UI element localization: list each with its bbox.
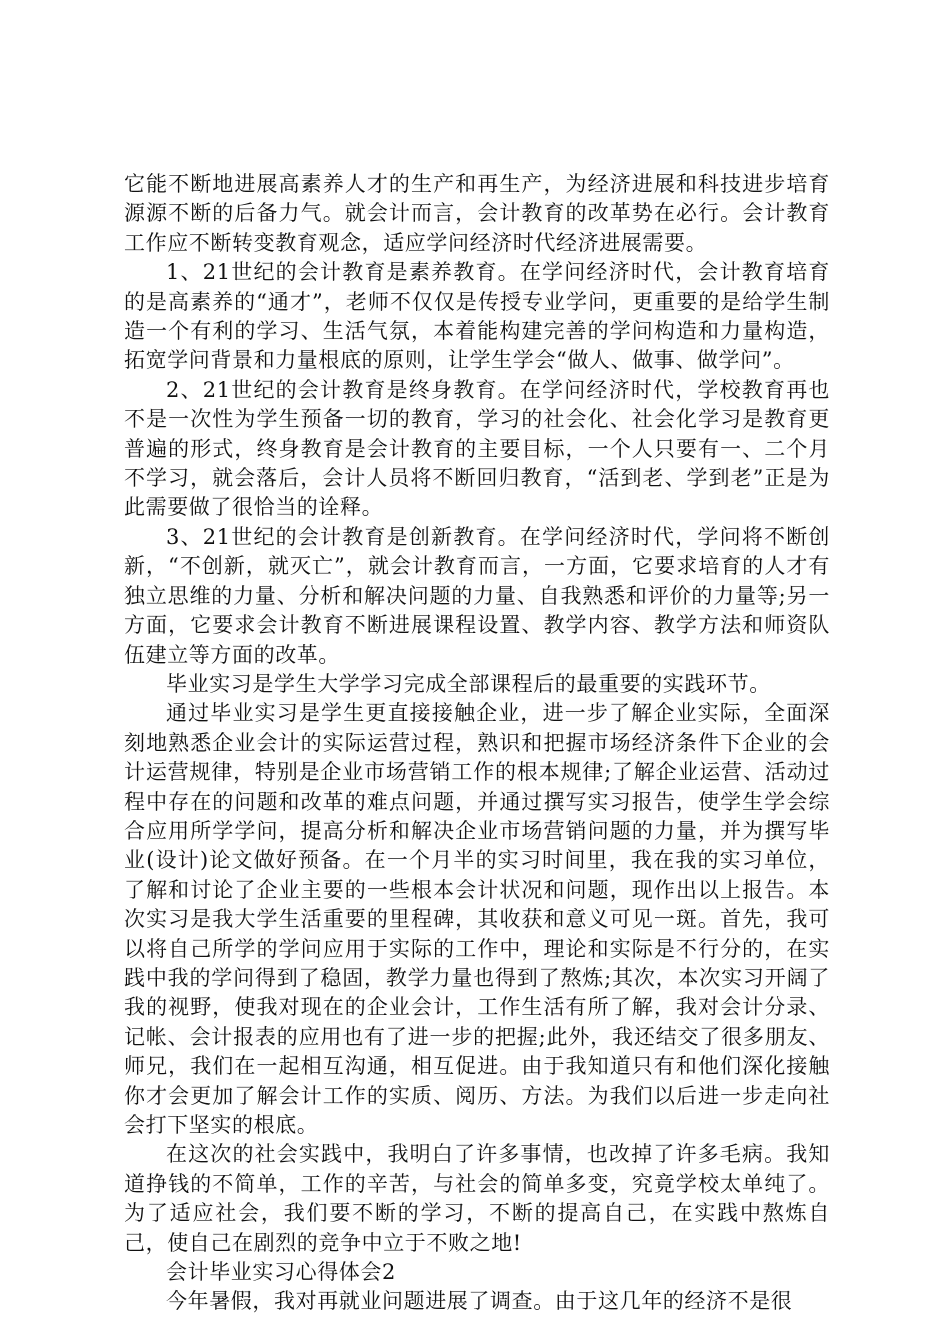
paragraph: 今年暑假，我对再就业问题进展了调查。由于这几年的经济不是很 bbox=[166, 1289, 793, 1314]
paragraph: 2、21世纪的会计教育是终身教育。在学问经济时代，学校教育再也不是一次性为学生预备一切的教育，学习的社会化、社会化学习是教育更普遍的形式，终身教育是会计教育的主要目标，一个人只要有一、二个月不学习，就会落后，会计人员将不断回归教育，“活到老、学到老”正是为此需要做了很恰当的诠释。 bbox=[124, 377, 830, 520]
paragraph: 通过毕业实习是学生更直接接触企业，进一步了解企业实际，全面深刻地熟悉企业会计的实际运营过程，熟识和把握市场经济条件下企业的会计运营规律，特别是企业市场营销工作的根本规律;了解企业运营、活动过程中存在的问题和改革的难点问题，并通过撰写实习报告，使学生学会综合应用所学学问，提高分析和解决企业市场营销问题的力量，并为撰写毕业(设计)论文做好预备。在一个月半的实习时间里，我在我的实习单位，了解和讨论了企业主要的一些根本会计状况和问题，现作出以上报告。本次实习是我大学生活重要的里程碑，其收获和意义可见一斑。首先，我可以将自己所学的学问应用于实际的工作中，理论和实际是不行分的，在实践中我的学问得到了稳固，教学力量也得到了熬炼;其次，本次实习开阔了我的视野，使我对现在的企业会计，工作生活有所了解，我对会计分录、记帐、会计报表的应用也有了进一步的把握;此外，我还结交了很多朋友、师兄，我们在一起相互沟通，相互促进。由于我知道只有和他们深化接触你才会更加了解会计工作的实质、阅历、方法。为我们以后进一步走向社会打下坚实的根底。 bbox=[124, 701, 830, 1137]
paragraph: 毕业实习是学生大学学习完成全部课程后的最重要的实践环节。 bbox=[166, 671, 771, 696]
paragraph: 在这次的社会实践中，我明白了许多事情，也改掉了许多毛病。我知道挣钱的不简单，工作的辛苦，与社会的简单多变，究竟学校太单纯了。为了适应社会，我们要不断的学习，不断的提高自己，在实践中熬炼自己，使自己在剧烈的竞争中立于不败之地! bbox=[124, 1142, 830, 1255]
paragraph: 3、21世纪的会计教育是创新教育。在学问经济时代，学问将不断创新，“不创新，就灭亡”，就会计教育而言，一方面，它要求培育的人才有独立思维的力量、分析和解决问题的力量、自我熟悉和评价的力量等;另一方面，它要求会计教育不断进展课程设置、教学内容、教学方法和师资队伍建立等方面的改革。 bbox=[124, 524, 830, 667]
document-body bbox=[124, 170, 830, 1317]
paragraph: 1、21世纪的会计教育是素养教育。在学问经济时代，会计教育培育的是高素养的“通才”，老师不仅仅是传授专业学问，更重要的是给学生制造一个有利的学习、生活气氛，本着能构建完善的学问构造和力量构造，拓宽学问背景和力量根底的原则，让学生学会“做人、做事、做学问”。 bbox=[124, 260, 830, 373]
paragraph: 它能不断地进展高素养人才的生产和再生产，为经济进展和科技进步培育源源不断的后备力气。就会计而言，会计教育的改革势在必行。会计教育工作应不断转变教育观念，适应学问经济时代经济进展需要。 bbox=[124, 172, 830, 255]
section-heading: 会计毕业实习心得体会2 bbox=[166, 1260, 396, 1285]
